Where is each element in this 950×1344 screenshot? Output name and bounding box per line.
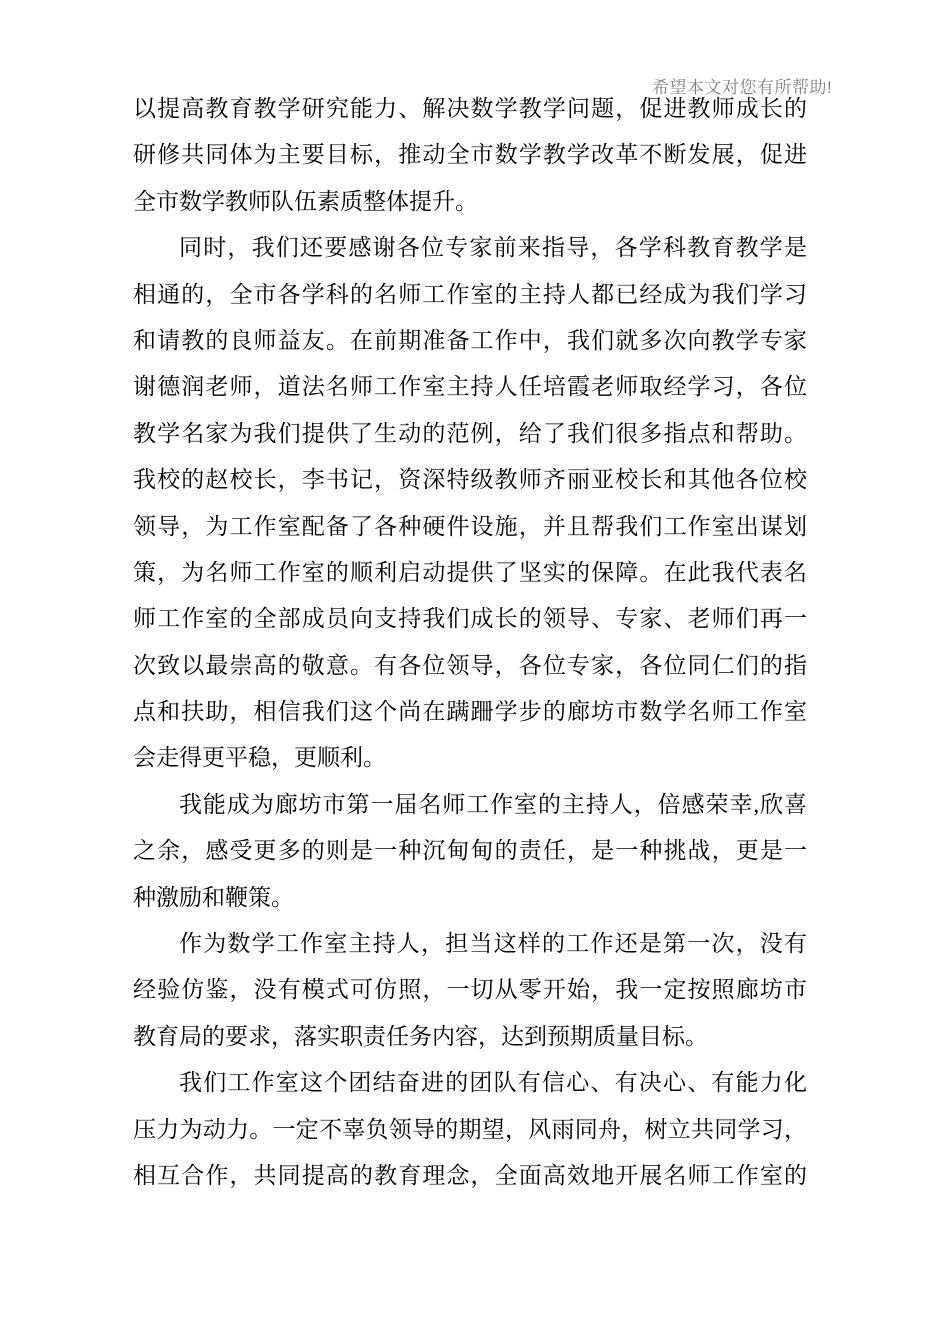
text-line: 同时，我们还要感谢各位专家前来指导，各学科教育教学是 [179, 235, 807, 261]
text-line: 次致以最崇高的敬意。有各位领导，各位专家，各位同仁们的指 [133, 652, 807, 678]
text-line: 和请教的良师益友。在前期准备工作中，我们就多次向教学专家 [133, 327, 807, 353]
text-line: 种激励和鞭策。 [133, 884, 294, 910]
text-line: 压力为动力。一定不辜负领导的期望，风雨同舟，树立共同学习， [133, 1116, 807, 1142]
text-line: 作为数学工作室主持人，担当这样的工作还是第一次，没有 [179, 931, 807, 957]
text-line: 我校的赵校长，李书记，资深特级教师齐丽亚校长和其他各位校 [133, 467, 807, 493]
text-line: 会走得更平稳，更顺利。 [133, 745, 386, 771]
document-body [133, 86, 807, 1199]
text-line: 我能成为廊坊市第一届名师工作室的主持人，倍感荣幸,欣喜 [179, 791, 807, 817]
helper-note: 希望本文对您有所帮助! [652, 78, 833, 97]
text-line: 我们工作室这个团结奋进的团队有信心、有决心、有能力化 [179, 1070, 807, 1096]
text-line: 教学名家为我们提供了生动的范例，给了我们很多指点和帮助。 [133, 420, 807, 446]
text-line: 相通的，全市各学科的名师工作室的主持人都已经成为我们学习 [133, 281, 807, 307]
text-line: 相互合作，共同提高的教育理念，全面高效地开展名师工作室的 [133, 1162, 807, 1188]
text-line: 教育局的要求，落实职责任务内容，达到预期质量目标。 [133, 1023, 708, 1049]
text-line: 经验仿鉴，没有模式可仿照，一切从零开始，我一定按照廊坊市 [133, 977, 807, 1003]
text-line: 研修共同体为主要目标，推动全市数学教学改革不断发展，促进 [133, 142, 807, 168]
text-line: 师工作室的全部成员向支持我们成长的领导、专家、老师们再一 [133, 606, 807, 632]
text-line: 策，为名师工作室的顺利启动提供了坚实的保障。在此我代表名 [133, 559, 807, 585]
text-line: 谢德润老师，道法名师工作室主持人任培霞老师取经学习，各位 [133, 374, 807, 400]
text-line: 之余，感受更多的则是一种沉甸甸的责任，是一种挑战，更是一 [133, 838, 807, 864]
text-line: 全市数学教师队伍素质整体提升。 [133, 188, 478, 214]
text-line: 领导，为工作室配备了各种硬件设施，并且帮我们工作室出谋划 [133, 513, 807, 539]
text-line: 点和扶助，相信我们这个尚在蹒跚学步的廊坊市数学名师工作室 [133, 699, 807, 725]
text-line: 以提高教育教学研究能力、解决数学教学问题，促进教师成长的 [133, 96, 807, 121]
